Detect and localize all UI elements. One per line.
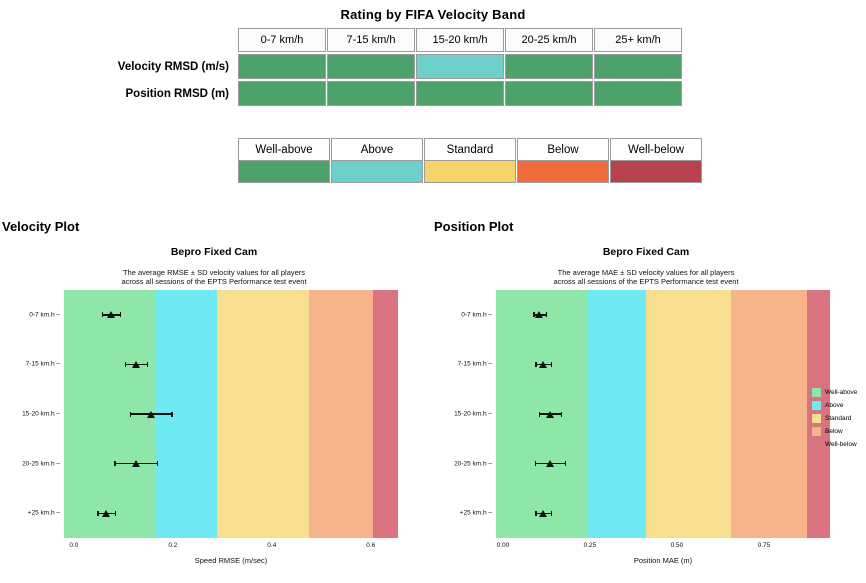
rating-cell [416,54,504,79]
error-bar-cap [565,461,566,466]
x-tick-label: 0.4 [267,542,277,549]
y-tick-label: 15-20 km.h – [454,410,492,418]
x-tick-label: 0.00 [496,542,510,549]
rating-cell [505,54,593,79]
legend-item [812,427,864,436]
error-bar-cap [97,511,98,516]
plot-subtitle: The average MAE ± SD velocity values for all players across all sessions of the EPTS Performance test event [553,268,739,287]
velocity-plot [4,238,424,568]
plot-subtitle: The average RMSE ± SD velocity values for all players across all sessions of the EPTS Performance test event [121,268,307,287]
legend-label: Above [825,402,844,409]
plot-title: Bepro Fixed Cam [170,246,258,258]
rating-cell [505,81,593,106]
legend-item [812,388,864,397]
error-bar-cap [546,312,547,317]
legend-label: Below [825,428,843,435]
legend-item [812,414,864,423]
error-bar-cap [115,511,116,516]
rating-cell [594,54,682,79]
band-standard [646,290,731,538]
position-plot [436,238,856,568]
x-axis [64,538,398,568]
rating-row-position [125,81,683,106]
rating-table [117,28,683,106]
x-tick-label: 0.50 [670,542,684,549]
data-marker [102,510,110,517]
rating-key-swatch [424,161,516,183]
plot-area [22,290,398,565]
rating-row-label: Position RMSD (m) [125,88,229,100]
band-header-cell: 20-25 km/h [505,28,593,52]
rating-key-label: Well-below [610,138,702,161]
error-bar-cap [147,362,148,367]
data-marker [535,311,543,318]
band-header-cell: 0-7 km/h [238,28,326,52]
error-bar-cap [130,412,131,417]
rating-key-swatch [238,161,330,183]
data-marker [546,411,554,418]
rating-cell [327,54,415,79]
band-well-below [373,290,398,538]
legend-label: Standard [825,415,852,422]
y-tick-label: 0-7 km.h – [29,311,60,319]
x-tick-label: 0.0 [69,542,79,549]
rating-key-swatch [517,161,609,183]
y-tick-label: 7-15 km.h – [457,360,492,368]
y-tick-label: 0-7 km.h – [461,311,492,319]
rating-cell [238,54,326,79]
legend-swatch-icon [812,388,821,397]
y-tick-label: 20-25 km.h – [22,460,60,468]
legend-swatch-icon [812,427,821,436]
error-bar-cap [171,412,172,417]
data-marker [132,460,140,467]
band-above [588,290,645,538]
chart-legend [812,388,864,453]
y-tick-label: 7-15 km.h – [25,360,60,368]
x-tick-label: 0.75 [757,542,771,549]
data-marker [546,460,554,467]
rating-title: Rating by FIFA Velocity Band [340,7,526,22]
x-axis-label: Position MAE (m) [633,556,693,565]
error-bar-cap [114,461,115,466]
y-tick-label: +25 km.h – [27,509,60,517]
y-tick-label: +25 km.h – [459,509,492,517]
band-below [309,290,373,538]
error-bar-cap [102,312,103,317]
error-bar-cap [551,362,552,367]
x-tick-label: 0.6 [366,542,376,549]
rating-row-velocity [117,54,683,79]
rating-key-label-row [238,138,703,161]
error-bar-cap [157,461,158,466]
rating-row-label: Velocity RMSD (m/s) [117,61,229,73]
rating-key-label: Standard [424,138,516,161]
plot-title: Bepro Fixed Cam [602,246,690,258]
data-marker [539,361,547,368]
rating-key-label: Below [517,138,609,161]
error-bar-cap [561,412,562,417]
y-tick-label: 20-25 km.h – [454,460,492,468]
y-tick-label: 15-20 km.h – [22,410,60,418]
band-header-cell: 25+ km/h [594,28,682,52]
x-axis [496,538,830,568]
rating-table-header-row [238,28,683,52]
rating-key-color-row [238,161,703,183]
rating-cell [238,81,326,106]
data-marker [539,510,547,517]
legend-swatch-icon [812,401,821,410]
legend-swatch-icon [812,440,821,449]
x-tick-label: 0.25 [583,542,597,549]
rating-key-table [238,138,703,183]
position-plot-heading: Position Plot [434,219,514,234]
rating-cell [327,81,415,106]
rating-key-label: Above [331,138,423,161]
error-bar-cap [551,511,552,516]
x-tick-label: 0.2 [168,542,178,549]
legend-item [812,401,864,410]
rating-key-swatch [331,161,423,183]
error-bar-cap [535,362,536,367]
data-marker [132,361,140,368]
band-standard [217,290,309,538]
legend-swatch-icon [812,414,821,423]
legend-label: Well-below [825,441,857,448]
legend-item [812,440,864,449]
band-below [731,290,808,538]
x-axis-label: Speed RMSE (m/sec) [194,556,268,565]
band-header-cell: 7-15 km/h [327,28,415,52]
rating-cell [416,81,504,106]
band-backgrounds [64,290,398,538]
plot-area [454,290,830,565]
error-bar-cap [535,461,536,466]
error-bar-cap [125,362,126,367]
rating-cell [594,81,682,106]
band-header-cell: 15-20 km/h [416,28,504,52]
rating-key-swatch [610,161,702,183]
data-marker [147,411,155,418]
rating-section [0,0,866,156]
data-marker [107,311,115,318]
velocity-plot-heading: Velocity Plot [2,219,80,234]
legend-label: Well-above [825,389,858,396]
error-bar-cap [120,312,121,317]
error-bar-cap [539,412,540,417]
error-bar-cap [535,511,536,516]
error-bar-cap [533,312,534,317]
rating-key-label: Well-above [238,138,330,161]
